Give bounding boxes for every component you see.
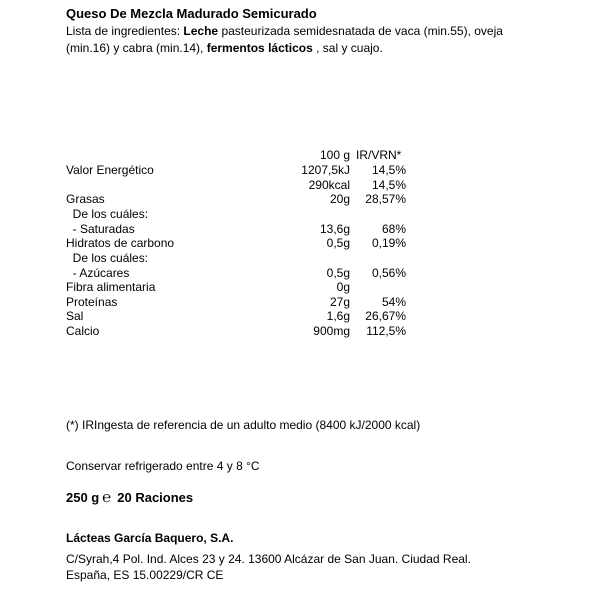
nutrition-header-row [66, 148, 406, 163]
ingredients-prefix: Lista de ingredientes: [66, 24, 184, 38]
nutrition-row [66, 266, 416, 281]
nutrition-label: De los cuáles: [66, 207, 149, 221]
net-weight-line [66, 490, 193, 505]
nutrition-rvn: 0,56% [371, 266, 406, 280]
company-registration: España, ES 15.00229/CR CE [66, 568, 224, 582]
nutrition-qty: 1,6g [326, 309, 350, 323]
nutrition-label: Fibra alimentaria [66, 280, 156, 294]
company-name: Lácteas García Baquero, S.A. [66, 531, 234, 545]
nutrition-label: Proteínas [66, 295, 118, 309]
nutrition-row [66, 236, 416, 251]
nutrition-rvn: 0,19% [371, 236, 406, 250]
nutrition-row [66, 280, 416, 295]
ingredients-suffix: , sal y cuajo. [312, 41, 383, 55]
nutrition-qty: 1207,5kJ [301, 163, 350, 177]
nutrition-rvn: 54% [381, 295, 406, 309]
nutrition-label: Calcio [66, 324, 100, 338]
nutrition-row [66, 309, 416, 324]
net-weight: 250 g [66, 490, 100, 505]
nutrition-qty: 0,5g [326, 266, 350, 280]
nutrition-row [66, 163, 416, 178]
nutrition-rvn: 14,5% [371, 178, 406, 192]
nutrition-row [66, 295, 416, 310]
nutrition-qty: 900mg [313, 324, 350, 338]
nutrition-label: Valor Energético [66, 163, 154, 177]
nutrition-qty: 290kcal [308, 178, 350, 192]
nutrition-label: Grasas [66, 192, 105, 206]
nutrition-row [66, 251, 416, 266]
ingredients-middle: pasteurizada semidesnatada de vaca (min.55), oveja (min.16) y cabra (min.14), [66, 24, 503, 55]
nutrition-header-rvn: IR/VRN* [356, 148, 402, 162]
ingredients-list [66, 23, 536, 57]
nutrition-rvn: 14,5% [371, 163, 406, 177]
portions: 20 Raciones [117, 490, 194, 505]
nutrition-label: Sal [66, 309, 84, 323]
nutrition-row [66, 192, 416, 207]
nutrition-rvn: 68% [381, 222, 406, 236]
nutrition-rvn: 26,67% [365, 309, 406, 323]
ingredient-fermentos: fermentos lácticos [206, 41, 313, 55]
nutrition-label: - Saturadas [66, 222, 135, 236]
nutrition-qty: 0,5g [326, 236, 350, 250]
nutrition-rvn: 28,57% [365, 192, 406, 206]
nutrition-row [66, 222, 416, 237]
nutrition-rvn: 112,5% [366, 324, 406, 338]
company-address: C/Syrah,4 Pol. Ind. Alces 23 y 24. 13600 Alcázar de San Juan. Ciudad Real. [66, 552, 471, 566]
storage-instructions: Conservar refrigerado entre 4 y 8 °C [66, 459, 260, 473]
ingredient-leche: Leche [183, 24, 219, 38]
nutrition-qty: 0g [336, 280, 350, 294]
nutrition-row [66, 207, 416, 222]
nutrition-row [66, 178, 416, 193]
product-title: Queso De Mezcla Madurado Semicurado [66, 6, 317, 21]
nutrition-header-qty: 100 g [319, 148, 350, 162]
nutrition-qty: 27g [329, 295, 350, 309]
nutrition-qty: 20g [329, 192, 350, 206]
nutrition-row [66, 324, 416, 339]
nutrition-qty: 13,6g [319, 222, 350, 236]
estimated-sign-icon: ℮ [102, 489, 112, 506]
nutrition-label: De los cuáles: [66, 251, 149, 265]
nutrition-label: - Azúcares [66, 266, 130, 280]
footnote: (*) IRIngesta de referencia de un adulto medio (8400 kJ/2000 kcal) [66, 418, 421, 432]
nutrition-label: Hidratos de carbono [66, 236, 175, 250]
